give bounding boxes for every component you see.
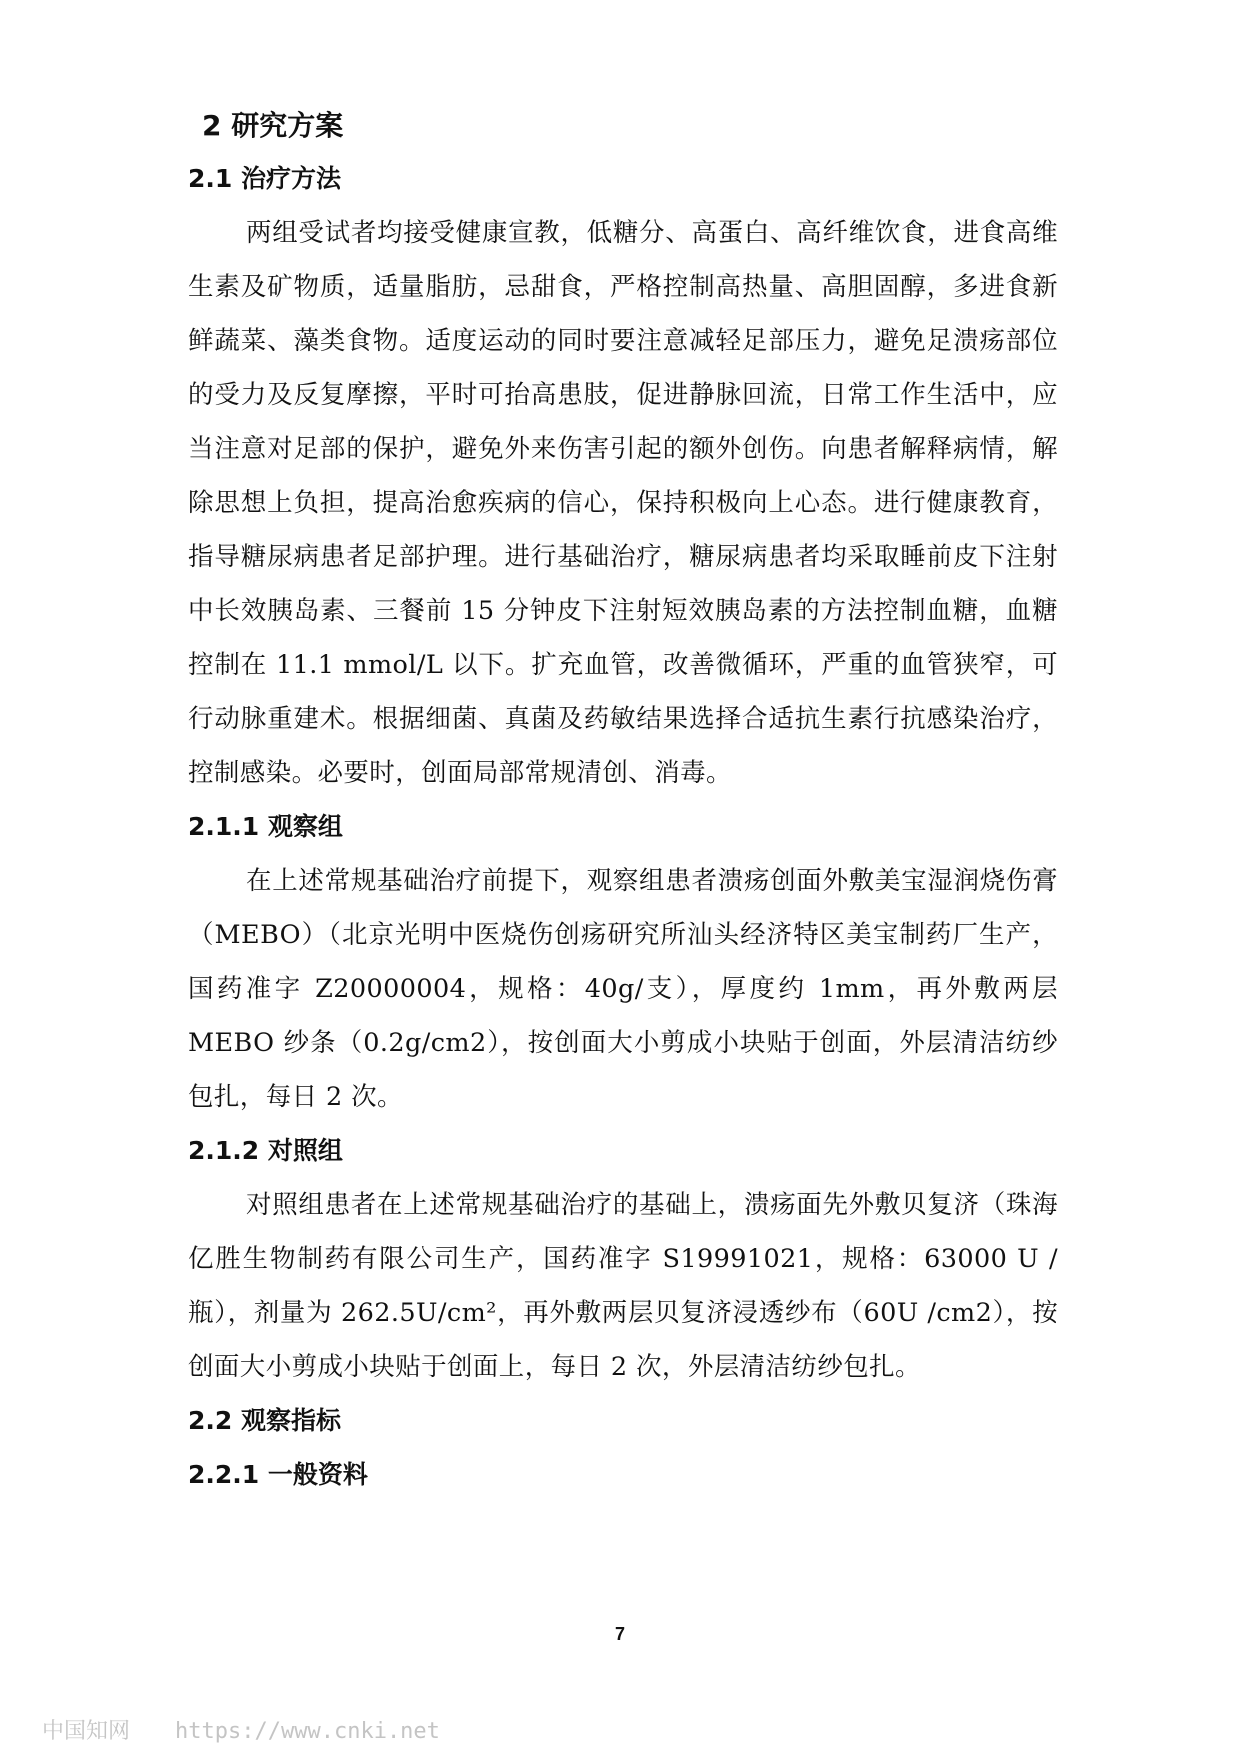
cnki-watermark bbox=[42, 1714, 440, 1745]
paragraph-treatment-methods: 两组受试者均接受健康宣教，低糖分、高蛋白、高纤维饮食，进食高维生素及矿物质，适量脂肪，忌甜食，严格控制高热量、高胆固醇，多进食新鲜蔬菜、藻类食物。适度运动的同时要注意减轻足部压力，避免足溃疡部位的受力及反复摩擦，平时可抬高患肢，促进静脉回流，日常工作生活中，应当注意对足部的保护，避免外来伤害引起的额外创伤。向患者解释病情，解除思想上负担，提高治愈疾病的信心，保持积极向上心态。进行健康教育，指导糖尿病患者足部护理。进行基础治疗，糖尿病患者均采取睡前皮下注射中长效胰岛素、三餐前 15 分钟皮下注射短效胰岛素的方法控制血糖，血糖控制在 11.1 mmol/L 以下。扩充血管，改善微循环，严重的血管狭窄，可行动脉重建术。根据细菌、真菌及药敏结果选择合适抗生素行抗感染治疗，控制感染。必要时，创面局部常规清创、消毒。 bbox=[188, 218, 1058, 788]
section-heading-2-1-2: 2.1.2 对照组 bbox=[188, 1136, 343, 1165]
document-body bbox=[188, 100, 1058, 1502]
section-heading-2-1-1: 2.1.1 观察组 bbox=[188, 812, 343, 841]
section-heading-2-2: 2.2 观察指标 bbox=[188, 1406, 341, 1435]
section-heading-2-2-1: 2.2.1 一般资料 bbox=[188, 1460, 368, 1489]
paragraph-control-group: 对照组患者在上述常规基础治疗的基础上，溃疡面先外敷贝复济（珠海亿胜生物制药有限公司生产，国药准字 S19991021，规格：63000 U /瓶），剂量为 262.5U/cm²，再外敷两层贝复济浸透纱布（60U /cm2），按创面大小剪成小块贴于创面上，每日 2 次，外层清洁纺纱包扎。 bbox=[188, 1190, 1058, 1382]
section-heading-2: 2 研究方案 bbox=[202, 109, 344, 142]
page-number: 7 bbox=[614, 1624, 625, 1644]
paragraph-observation-group: 在上述常规基础治疗前提下，观察组患者溃疡创面外敷美宝湿润烧伤膏（MEBO）（北京光明中医烧伤创疡研究所汕头经济特区美宝制药厂生产，国药准字 Z20000004，规格：40g/支），厚度约 1mm，再外敷两层 MEBO 纱条（0.2g/cm2），按创面大小剪成小块贴于创面，外层清洁纺纱包扎，每日 2 次。 bbox=[188, 866, 1058, 1112]
watermark-brand: 中国知网 bbox=[42, 1719, 131, 1744]
section-heading-2-1: 2.1 治疗方法 bbox=[188, 164, 341, 193]
watermark-url: https://www.cnki.net bbox=[175, 1719, 440, 1744]
